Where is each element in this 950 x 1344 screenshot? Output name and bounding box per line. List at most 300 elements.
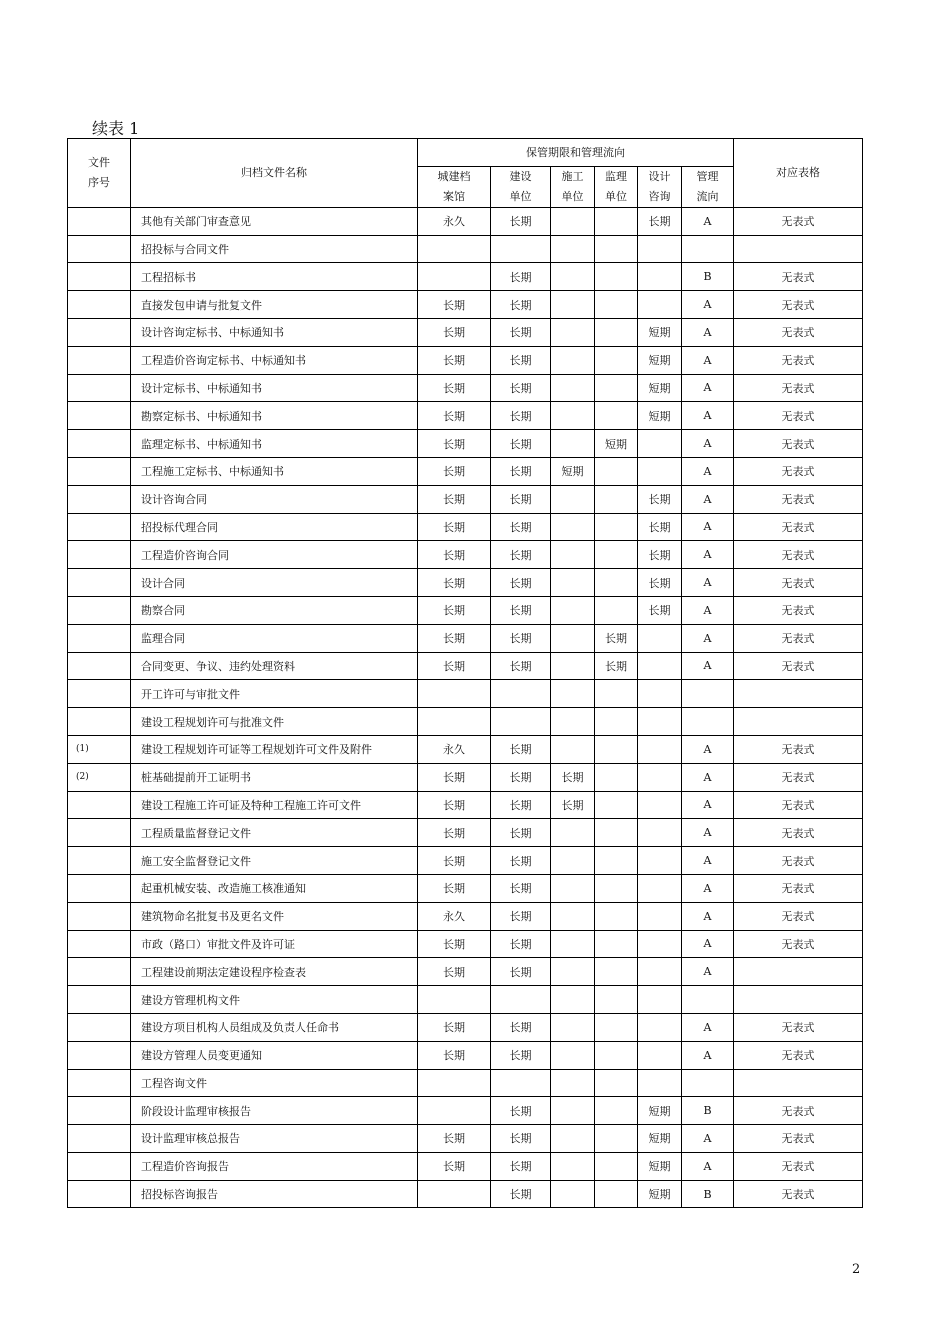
cell-contractor xyxy=(551,874,595,902)
cell-contractor xyxy=(551,735,595,763)
header-seq xyxy=(68,139,131,208)
header-name: 归档文件名称 xyxy=(131,139,418,208)
cell-design-consult: 短期 xyxy=(638,1125,682,1153)
cell-construction-unit: 长期 xyxy=(491,874,551,902)
cell-city-archive xyxy=(418,263,491,291)
cell-city-archive xyxy=(418,1097,491,1125)
table-row xyxy=(68,485,863,513)
row-seq xyxy=(68,986,131,1014)
cell-form: 无表式 xyxy=(734,569,863,597)
cell-supervisor xyxy=(595,1069,638,1097)
cell-management-flow: A xyxy=(682,374,734,402)
header-col-line: 管理 xyxy=(696,169,719,183)
cell-design-consult xyxy=(638,958,682,986)
row-name: 建设方管理人员变更通知 xyxy=(131,1041,418,1069)
row-seq xyxy=(68,791,131,819)
cell-design-consult: 短期 xyxy=(638,1152,682,1180)
cell-management-flow: A xyxy=(682,318,734,346)
cell-supervisor: 长期 xyxy=(595,624,638,652)
header-seq-line2: 序号 xyxy=(88,175,110,189)
cell-contractor xyxy=(551,1069,595,1097)
cell-construction-unit xyxy=(491,986,551,1014)
cell-design-consult xyxy=(638,624,682,652)
row-seq xyxy=(68,1097,131,1125)
header-col-line: 流向 xyxy=(696,189,719,203)
row-seq xyxy=(68,902,131,930)
cell-contractor xyxy=(551,1097,595,1125)
cell-city-archive: 长期 xyxy=(418,1125,491,1153)
row-seq xyxy=(68,374,131,402)
row-name: 工程施工定标书、中标通知书 xyxy=(131,457,418,485)
cell-supervisor xyxy=(595,1180,638,1208)
cell-form: 无表式 xyxy=(734,457,863,485)
cell-design-consult xyxy=(638,430,682,458)
row-seq xyxy=(68,318,131,346)
table-row xyxy=(68,958,863,986)
header-col-line: 单位 xyxy=(509,189,532,203)
cell-construction-unit: 长期 xyxy=(491,1125,551,1153)
cell-contractor: 长期 xyxy=(551,763,595,791)
cell-supervisor xyxy=(595,763,638,791)
cell-construction-unit: 长期 xyxy=(491,291,551,319)
row-name: 工程建设前期法定建设程序检查表 xyxy=(131,958,418,986)
cell-management-flow: A xyxy=(682,402,734,430)
cell-form: 无表式 xyxy=(734,430,863,458)
cell-contractor xyxy=(551,430,595,458)
cell-construction-unit: 长期 xyxy=(491,1013,551,1041)
row-name: 施工安全监督登记文件 xyxy=(131,847,418,875)
row-seq: (1) xyxy=(68,735,131,763)
cell-design-consult xyxy=(638,652,682,680)
header-col-line: 咨询 xyxy=(648,189,671,203)
row-name: 监理合同 xyxy=(131,624,418,652)
cell-contractor: 长期 xyxy=(551,791,595,819)
table-row xyxy=(68,708,863,736)
cell-city-archive: 长期 xyxy=(418,541,491,569)
header-col-line: 案馆 xyxy=(443,189,465,203)
cell-design-consult xyxy=(638,263,682,291)
cell-management-flow: A xyxy=(682,569,734,597)
row-seq xyxy=(68,874,131,902)
cell-management-flow xyxy=(682,708,734,736)
cell-design-consult xyxy=(638,1069,682,1097)
cell-contractor xyxy=(551,847,595,875)
cell-management-flow: A xyxy=(682,207,734,235)
cell-form: 无表式 xyxy=(734,1041,863,1069)
cell-contractor xyxy=(551,346,595,374)
cell-form xyxy=(734,680,863,708)
table-row xyxy=(68,1041,863,1069)
row-name: 工程造价咨询报告 xyxy=(131,1152,418,1180)
cell-construction-unit: 长期 xyxy=(491,457,551,485)
cell-management-flow: A xyxy=(682,291,734,319)
cell-form: 无表式 xyxy=(734,874,863,902)
cell-construction-unit: 长期 xyxy=(491,485,551,513)
cell-construction-unit: 长期 xyxy=(491,318,551,346)
cell-form: 无表式 xyxy=(734,374,863,402)
header-col-line: 建设 xyxy=(509,169,532,183)
cell-contractor xyxy=(551,958,595,986)
cell-supervisor xyxy=(595,1125,638,1153)
cell-contractor xyxy=(551,652,595,680)
cell-city-archive xyxy=(418,1069,491,1097)
header-seq-line1: 文件 xyxy=(88,155,110,169)
cell-form: 无表式 xyxy=(734,902,863,930)
row-name: 工程咨询文件 xyxy=(131,1069,418,1097)
row-name: 招投标代理合同 xyxy=(131,513,418,541)
cell-supervisor xyxy=(595,735,638,763)
row-name: 其他有关部门审查意见 xyxy=(131,207,418,235)
table-row xyxy=(68,1180,863,1208)
cell-contractor xyxy=(551,235,595,263)
cell-form: 无表式 xyxy=(734,763,863,791)
table-row xyxy=(68,1069,863,1097)
row-seq xyxy=(68,430,131,458)
cell-design-consult xyxy=(638,791,682,819)
table-row xyxy=(68,541,863,569)
cell-contractor xyxy=(551,819,595,847)
cell-design-consult xyxy=(638,457,682,485)
cell-design-consult: 长期 xyxy=(638,541,682,569)
cell-supervisor xyxy=(595,874,638,902)
cell-supervisor xyxy=(595,986,638,1014)
cell-city-archive: 长期 xyxy=(418,318,491,346)
cell-design-consult xyxy=(638,930,682,958)
cell-construction-unit xyxy=(491,708,551,736)
cell-construction-unit xyxy=(491,1069,551,1097)
table-row xyxy=(68,430,863,458)
cell-supervisor xyxy=(595,374,638,402)
cell-form: 无表式 xyxy=(734,207,863,235)
cell-form xyxy=(734,1069,863,1097)
cell-construction-unit: 长期 xyxy=(491,596,551,624)
table-row xyxy=(68,1125,863,1153)
cell-construction-unit: 长期 xyxy=(491,958,551,986)
cell-construction-unit: 长期 xyxy=(491,1097,551,1125)
cell-management-flow: A xyxy=(682,1125,734,1153)
header-col-design-consult xyxy=(638,166,682,207)
row-name: 工程质量监督登记文件 xyxy=(131,819,418,847)
cell-form: 无表式 xyxy=(734,1180,863,1208)
cell-supervisor: 短期 xyxy=(595,430,638,458)
table-row xyxy=(68,457,863,485)
cell-city-archive: 长期 xyxy=(418,569,491,597)
row-seq xyxy=(68,235,131,263)
cell-contractor xyxy=(551,1125,595,1153)
cell-design-consult: 短期 xyxy=(638,318,682,346)
row-name: 设计定标书、中标通知书 xyxy=(131,374,418,402)
table-row xyxy=(68,596,863,624)
cell-supervisor xyxy=(595,680,638,708)
table-row xyxy=(68,1097,863,1125)
header-col-line: 单位 xyxy=(561,189,584,203)
cell-contractor xyxy=(551,1041,595,1069)
table-row xyxy=(68,235,863,263)
table-caption: 续表 1 xyxy=(92,119,140,138)
cell-city-archive: 长期 xyxy=(418,930,491,958)
cell-design-consult xyxy=(638,763,682,791)
row-name: 勘察合同 xyxy=(131,596,418,624)
cell-city-archive: 长期 xyxy=(418,485,491,513)
row-seq xyxy=(68,596,131,624)
cell-form xyxy=(734,986,863,1014)
cell-design-consult: 长期 xyxy=(638,485,682,513)
cell-city-archive: 长期 xyxy=(418,291,491,319)
cell-form: 无表式 xyxy=(734,263,863,291)
row-name: 合同变更、争议、违约处理资料 xyxy=(131,652,418,680)
cell-design-consult xyxy=(638,235,682,263)
cell-form: 无表式 xyxy=(734,318,863,346)
row-seq xyxy=(68,485,131,513)
cell-construction-unit: 长期 xyxy=(491,513,551,541)
cell-management-flow: A xyxy=(682,735,734,763)
row-seq xyxy=(68,346,131,374)
cell-city-archive: 长期 xyxy=(418,430,491,458)
cell-form: 无表式 xyxy=(734,791,863,819)
table-row xyxy=(68,847,863,875)
cell-management-flow: A xyxy=(682,596,734,624)
cell-form: 无表式 xyxy=(734,346,863,374)
cell-construction-unit: 长期 xyxy=(491,1180,551,1208)
row-name: 建设方管理机构文件 xyxy=(131,986,418,1014)
row-seq: (2) xyxy=(68,763,131,791)
cell-design-consult xyxy=(638,291,682,319)
header-col-line: 监理 xyxy=(605,169,627,183)
archive-table xyxy=(67,138,863,1208)
cell-contractor xyxy=(551,374,595,402)
row-name: 直接发包申请与批复文件 xyxy=(131,291,418,319)
row-name: 招投标咨询报告 xyxy=(131,1180,418,1208)
cell-contractor xyxy=(551,986,595,1014)
cell-construction-unit: 长期 xyxy=(491,847,551,875)
table-body xyxy=(68,207,863,1208)
cell-contractor xyxy=(551,1152,595,1180)
cell-management-flow: A xyxy=(682,346,734,374)
table-row xyxy=(68,652,863,680)
cell-management-flow xyxy=(682,680,734,708)
cell-city-archive: 长期 xyxy=(418,958,491,986)
cell-management-flow: B xyxy=(682,1180,734,1208)
cell-management-flow: A xyxy=(682,457,734,485)
cell-contractor xyxy=(551,1180,595,1208)
row-name: 工程造价咨询定标书、中标通知书 xyxy=(131,346,418,374)
row-seq xyxy=(68,708,131,736)
cell-contractor xyxy=(551,680,595,708)
cell-construction-unit: 长期 xyxy=(491,763,551,791)
cell-supervisor xyxy=(595,457,638,485)
cell-management-flow: A xyxy=(682,791,734,819)
row-seq xyxy=(68,680,131,708)
row-seq xyxy=(68,652,131,680)
row-name: 设计咨询合同 xyxy=(131,485,418,513)
cell-management-flow: A xyxy=(682,874,734,902)
cell-city-archive: 长期 xyxy=(418,1013,491,1041)
row-seq xyxy=(68,1125,131,1153)
row-seq xyxy=(68,1152,131,1180)
cell-city-archive: 长期 xyxy=(418,624,491,652)
cell-design-consult xyxy=(638,986,682,1014)
cell-management-flow: A xyxy=(682,624,734,652)
row-name: 建设工程规划许可与批准文件 xyxy=(131,708,418,736)
cell-city-archive xyxy=(418,680,491,708)
row-name: 设计咨询定标书、中标通知书 xyxy=(131,318,418,346)
cell-design-consult: 短期 xyxy=(638,402,682,430)
cell-supervisor xyxy=(595,958,638,986)
cell-construction-unit: 长期 xyxy=(491,930,551,958)
cell-design-consult xyxy=(638,1013,682,1041)
table-row xyxy=(68,513,863,541)
cell-design-consult xyxy=(638,847,682,875)
cell-form: 无表式 xyxy=(734,291,863,319)
table-row xyxy=(68,680,863,708)
cell-design-consult: 短期 xyxy=(638,1180,682,1208)
cell-management-flow xyxy=(682,1069,734,1097)
cell-design-consult: 短期 xyxy=(638,1097,682,1125)
cell-construction-unit: 长期 xyxy=(491,207,551,235)
row-seq xyxy=(68,263,131,291)
header-col-management-flow xyxy=(682,166,734,207)
row-seq xyxy=(68,291,131,319)
row-name: 工程招标书 xyxy=(131,263,418,291)
cell-construction-unit: 长期 xyxy=(491,791,551,819)
cell-supervisor xyxy=(595,263,638,291)
row-name: 建筑物命名批复书及更名文件 xyxy=(131,902,418,930)
cell-form: 无表式 xyxy=(734,1013,863,1041)
cell-form: 无表式 xyxy=(734,1125,863,1153)
cell-design-consult xyxy=(638,680,682,708)
cell-form: 无表式 xyxy=(734,513,863,541)
row-name: 招投标与合同文件 xyxy=(131,235,418,263)
row-seq xyxy=(68,569,131,597)
row-seq xyxy=(68,541,131,569)
cell-contractor xyxy=(551,402,595,430)
row-name: 监理定标书、中标通知书 xyxy=(131,430,418,458)
cell-design-consult: 长期 xyxy=(638,596,682,624)
table-row xyxy=(68,791,863,819)
cell-city-archive: 长期 xyxy=(418,791,491,819)
cell-supervisor xyxy=(595,291,638,319)
cell-city-archive: 永久 xyxy=(418,207,491,235)
cell-management-flow xyxy=(682,986,734,1014)
table-row xyxy=(68,346,863,374)
cell-contractor xyxy=(551,263,595,291)
table-row xyxy=(68,402,863,430)
table-row xyxy=(68,763,863,791)
cell-design-consult xyxy=(638,735,682,763)
row-name: 开工许可与审批文件 xyxy=(131,680,418,708)
cell-city-archive: 长期 xyxy=(418,874,491,902)
cell-construction-unit: 长期 xyxy=(491,541,551,569)
cell-supervisor xyxy=(595,930,638,958)
table-row xyxy=(68,263,863,291)
cell-form: 无表式 xyxy=(734,485,863,513)
cell-city-archive: 长期 xyxy=(418,1041,491,1069)
row-name: 市政（路口）审批文件及许可证 xyxy=(131,930,418,958)
cell-contractor xyxy=(551,513,595,541)
header-group: 保管期限和管理流向 xyxy=(418,139,734,167)
cell-management-flow xyxy=(682,235,734,263)
cell-contractor xyxy=(551,1013,595,1041)
cell-construction-unit: 长期 xyxy=(491,1041,551,1069)
cell-contractor xyxy=(551,930,595,958)
cell-form: 无表式 xyxy=(734,1152,863,1180)
cell-city-archive: 长期 xyxy=(418,374,491,402)
row-seq xyxy=(68,1041,131,1069)
cell-management-flow: A xyxy=(682,763,734,791)
cell-form: 无表式 xyxy=(734,847,863,875)
row-name: 勘察定标书、中标通知书 xyxy=(131,402,418,430)
cell-contractor xyxy=(551,596,595,624)
cell-form xyxy=(734,708,863,736)
cell-supervisor xyxy=(595,569,638,597)
cell-contractor xyxy=(551,541,595,569)
table-row xyxy=(68,291,863,319)
cell-management-flow: A xyxy=(682,1041,734,1069)
cell-city-archive xyxy=(418,235,491,263)
cell-construction-unit: 长期 xyxy=(491,1152,551,1180)
row-seq xyxy=(68,958,131,986)
cell-design-consult: 短期 xyxy=(638,374,682,402)
cell-management-flow: A xyxy=(682,513,734,541)
header-col-city-archive xyxy=(418,166,491,207)
cell-form: 无表式 xyxy=(734,541,863,569)
cell-city-archive xyxy=(418,1180,491,1208)
table-row xyxy=(68,374,863,402)
cell-city-archive: 永久 xyxy=(418,902,491,930)
cell-construction-unit: 长期 xyxy=(491,819,551,847)
cell-construction-unit: 长期 xyxy=(491,569,551,597)
cell-management-flow: A xyxy=(682,1013,734,1041)
header-col-line: 城建档 xyxy=(437,169,471,183)
cell-form: 无表式 xyxy=(734,652,863,680)
cell-contractor xyxy=(551,207,595,235)
cell-construction-unit: 长期 xyxy=(491,374,551,402)
cell-supervisor xyxy=(595,402,638,430)
page-number: 2 xyxy=(852,1262,861,1277)
row-seq xyxy=(68,207,131,235)
cell-construction-unit xyxy=(491,680,551,708)
row-name: 设计监理审核总报告 xyxy=(131,1125,418,1153)
cell-form xyxy=(734,958,863,986)
cell-form: 无表式 xyxy=(734,735,863,763)
cell-management-flow: A xyxy=(682,819,734,847)
cell-contractor xyxy=(551,902,595,930)
row-seq xyxy=(68,513,131,541)
cell-design-consult xyxy=(638,902,682,930)
cell-construction-unit xyxy=(491,235,551,263)
cell-management-flow: A xyxy=(682,541,734,569)
table-row xyxy=(68,902,863,930)
cell-city-archive xyxy=(418,986,491,1014)
cell-management-flow: A xyxy=(682,902,734,930)
cell-city-archive: 长期 xyxy=(418,847,491,875)
cell-form: 无表式 xyxy=(734,1097,863,1125)
header-col-contractor xyxy=(551,166,595,207)
cell-construction-unit: 长期 xyxy=(491,346,551,374)
cell-city-archive: 长期 xyxy=(418,1152,491,1180)
cell-construction-unit: 长期 xyxy=(491,402,551,430)
row-seq xyxy=(68,1180,131,1208)
cell-contractor xyxy=(551,708,595,736)
cell-form xyxy=(734,235,863,263)
cell-supervisor xyxy=(595,541,638,569)
cell-city-archive: 长期 xyxy=(418,513,491,541)
cell-supervisor xyxy=(595,346,638,374)
cell-management-flow: B xyxy=(682,1097,734,1125)
cell-management-flow: B xyxy=(682,263,734,291)
cell-design-consult xyxy=(638,819,682,847)
cell-form: 无表式 xyxy=(734,596,863,624)
